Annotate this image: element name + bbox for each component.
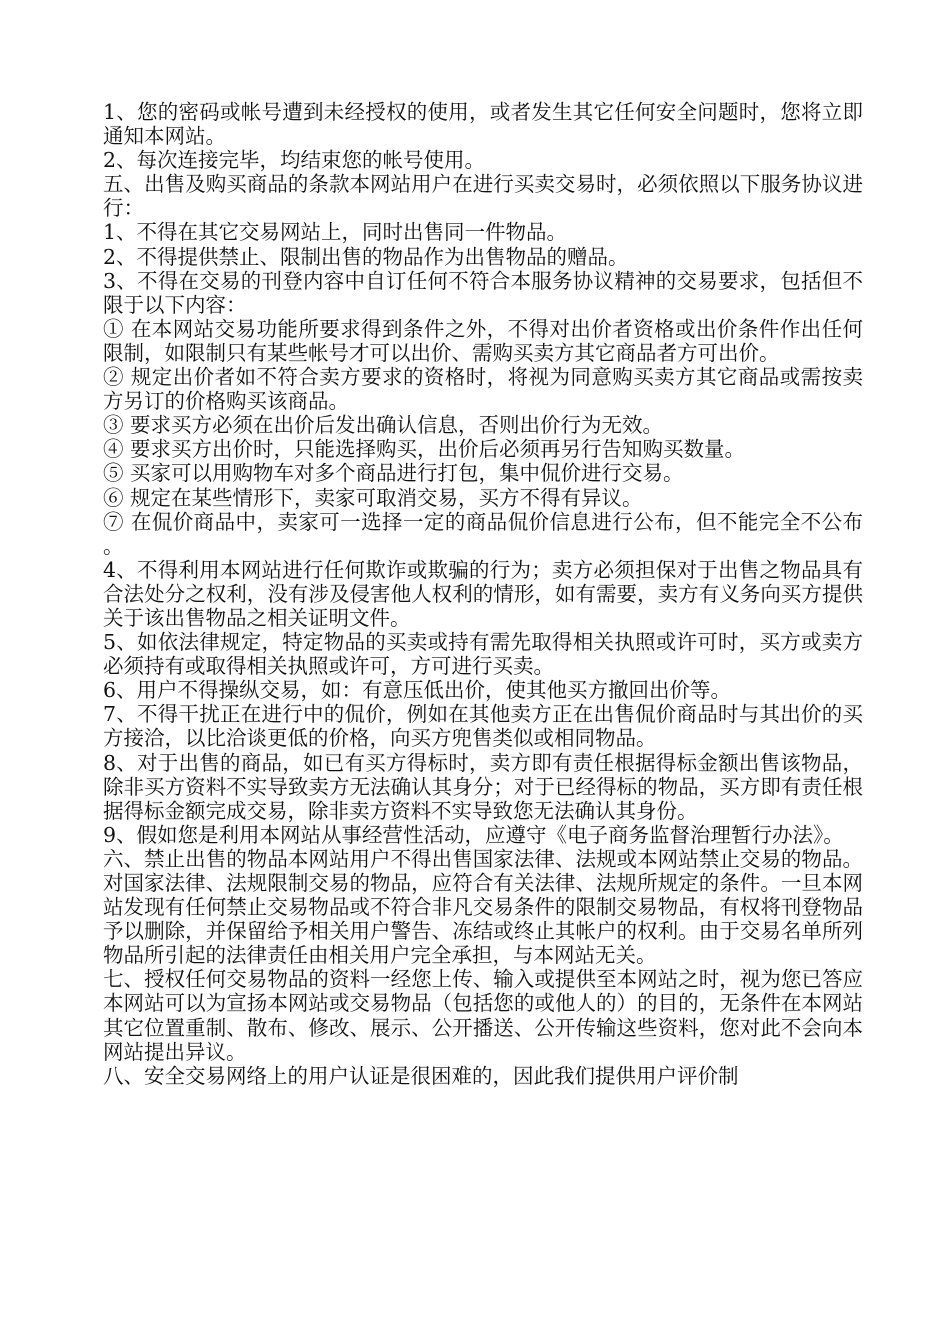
paragraph: ① 在本网站交易功能所要求得到条件之外，不得对出价者资格或出价条件作出任何限制，如限制只有某些帐号才可以出价、需购买卖方其它商品者方可出价。	[103, 316, 863, 365]
paragraph: 八、安全交易网络上的用户认证是很困难的，因此我们提供用户评价制	[103, 1063, 739, 1088]
paragraph: ③ 要求买方必须在出价后发出确认信息，否则出价行为无效。	[103, 413, 664, 438]
paragraph: 2、不得提供禁止、限制出售的物品作为出售物品的赠品。	[103, 244, 629, 269]
paragraph: 1、您的密码或帐号遭到未经授权的使用，或者发生其它任何安全问题时，您将立即通知本网站。	[103, 100, 863, 149]
paragraph: 七、授权任何交易物品的资料一经您上传、输入或提供至本网站之时，视为您已答应本网站可以为宣扬本网站或交易物品（包括您的或他人的）的目的，无条件在本网站其它位置重制、散布、修改、展示、公开播送、公开传输这些资料，您对此不会向本网站提出异议。	[103, 967, 863, 1064]
paragraph: 8、对于出售的商品，如已有买方得标时，卖方即有责任根据得标金额出售该物品，除非买方资料不实导致卖方无法确认其身分；对于已经得标的物品，买方即有责任根据得标金额完成交易，除非卖方资料不实导致您无法确认其身份。	[103, 750, 863, 823]
paragraph: 6、用户不得操纵交易，如：有意压低出价，使其他买方撤回出价等。	[103, 678, 732, 703]
paragraph: ⑥ 规定在某些情形下，卖家可取消交易，买方不得有异议。	[103, 485, 643, 510]
paragraph: 1、不得在其它交易网站上，同时出售同一件物品。	[103, 220, 568, 245]
paragraph: 2、每次连接完毕，均结束您的帐号使用。	[103, 148, 486, 173]
paragraph: 3、不得在交易的刊登内容中自订任何不符合本服务协议精神的交易要求，包括但不限于以下内容：	[103, 268, 863, 317]
paragraph: 7、不得干扰正在进行中的侃价，例如在其他卖方正在出售侃价商品时与其出价的买方接洽，以比洽谈更低的价格，向买方兜售类似或相同物品。	[103, 702, 863, 751]
paragraph: 9、假如您是利用本网站从事经营性活动，应遵守《电子商务监督治理暂行办法》。	[103, 822, 844, 847]
paragraph: ⑦ 在侃价商品中，卖家可一选择一定的商品侃价信息进行公布，但不能完全不公布。	[103, 509, 863, 558]
document-page	[103, 100, 863, 1088]
paragraph: 五、出售及购买商品的条款本网站用户在进行买卖交易时，必须依照以下服务协议进行：	[103, 172, 863, 221]
paragraph: 六、禁止出售的物品本网站用户不得出售国家法律、法规或本网站禁止交易的物品。对国家法律、法规限制交易的物品，应符合有关法律、法规所规定的条件。一旦本网站发现有任何禁止交易物品或不符合非凡交易条件的限制交易物品，有权将刊登物品予以删除，并保留给予相关用户警告、冻结或终止其帐户的权利。由于交易名单所列物品所引起的法律责任由相关用户完全承担，与本网站无关。	[103, 846, 863, 968]
paragraph: 4、不得利用本网站进行任何欺诈或欺骗的行为；卖方必须担保对于出售之物品具有合法处分之权利，没有涉及侵害他人权利的情形，如有需要，卖方有义务向买方提供关于该出售物品之相关证明文件。	[103, 557, 863, 630]
paragraph: ④ 要求买方出价时，只能选择购买，出价后必须再另行告知购买数量。	[103, 437, 746, 462]
paragraph: ② 规定出价者如不符合卖方要求的资格时，将视为同意购买卖方其它商品或需按卖方另订的价格购买该商品。	[103, 365, 863, 414]
paragraph: ⑤ 买家可以用购物车对多个商品进行打包，集中侃价进行交易。	[103, 461, 684, 486]
paragraph: 5、如依法律规定，特定物品的买卖或持有需先取得相关执照或许可时，买方或卖方必须持有或取得相关执照或许可，方可进行买卖。	[103, 630, 863, 679]
